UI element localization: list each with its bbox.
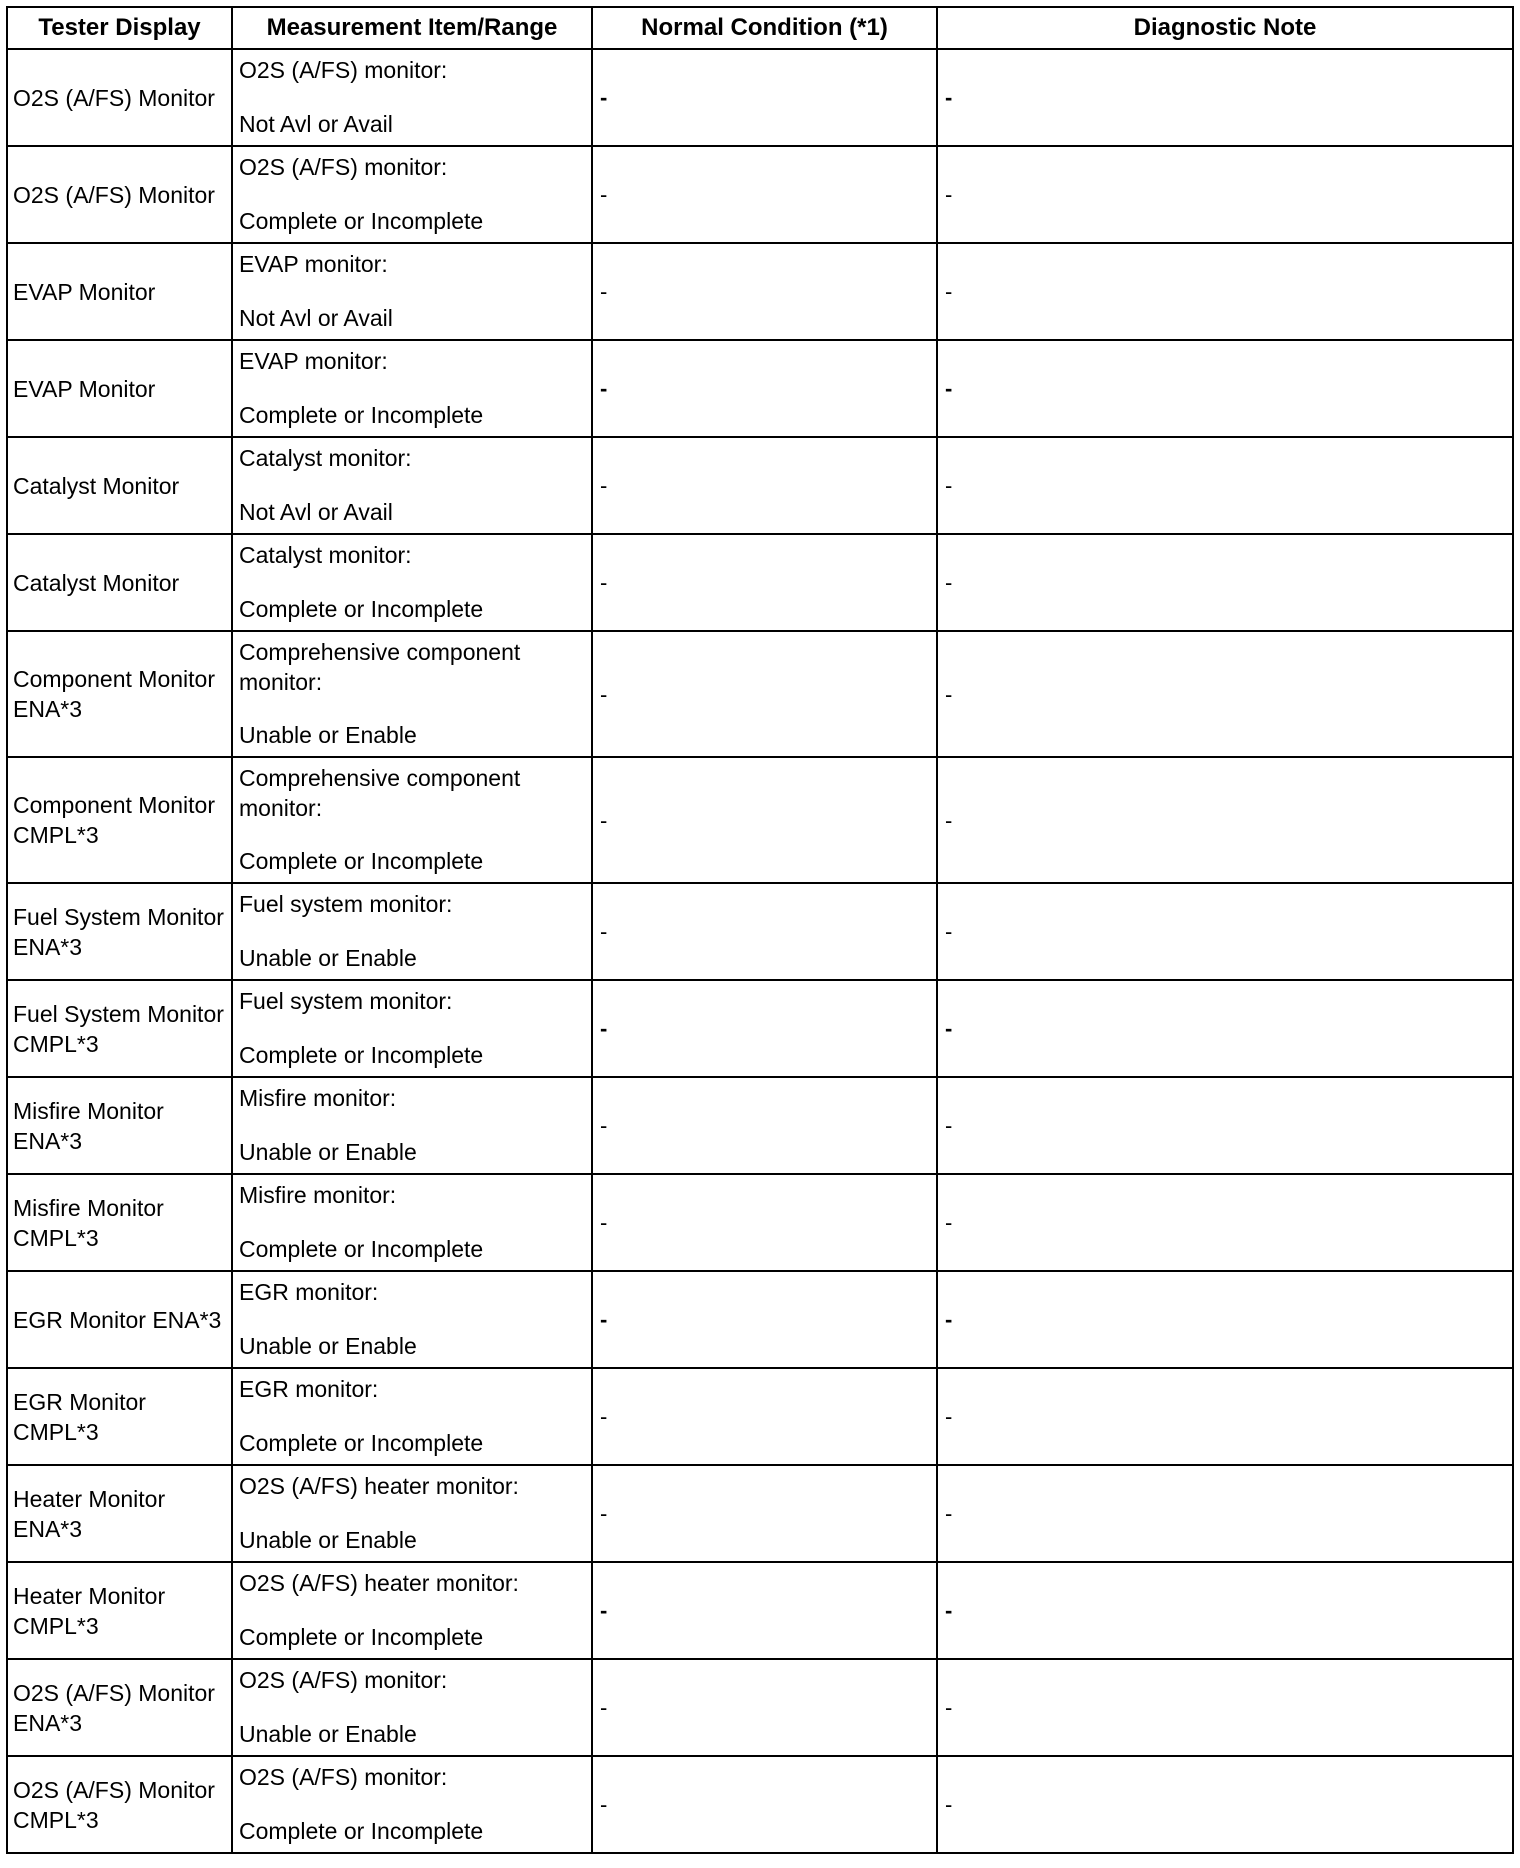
table-row [7,146,1513,243]
measurement-item: Catalyst monitor: [239,445,412,471]
table-row [7,1465,1513,1562]
table-row [7,49,1513,146]
measurement-range: Complete or Incomplete [239,1236,484,1262]
table-row [7,243,1513,340]
normal-condition-value: - [600,919,608,944]
normal-condition-cell [592,757,937,883]
column-header-diagnostic-note: Diagnostic Note [937,7,1513,49]
table-row [7,883,1513,980]
normal-condition-cell [592,340,937,437]
table-body [7,49,1513,1853]
diagnostic-note-value: - [945,1404,953,1429]
data-list-sheet [6,6,1512,1854]
measurement-cell [232,437,592,534]
diagnostic-note-cell [937,243,1513,340]
tester-display-cell: O2S (A/FS) Monitor ENA*3 [7,1659,232,1756]
measurement-range: Unable or Enable [239,1721,417,1747]
measurement-item: O2S (A/FS) monitor: [239,154,448,180]
diagnostic-note-cell [937,757,1513,883]
normal-condition-value: - [600,1598,608,1623]
measurement-range: Complete or Incomplete [239,208,484,234]
measurement-range: Not Avl or Avail [239,111,393,137]
normal-condition-cell [592,1659,937,1756]
header-row [7,7,1513,49]
measurement-range: Unable or Enable [239,722,417,748]
diagnostic-note-value: - [945,473,953,498]
diagnostic-note-value: - [945,681,953,707]
normal-condition-value: - [600,182,608,207]
normal-condition-cell [592,1271,937,1368]
tester-display-cell: Component Monitor ENA*3 [7,631,232,757]
diagnostic-note-value: - [945,1792,953,1817]
normal-condition-value: - [600,1501,608,1526]
measurement-range: Not Avl or Avail [239,305,393,331]
table-row [7,631,1513,757]
tester-display-cell: EGR Monitor CMPL*3 [7,1368,232,1465]
tester-display-cell: EVAP Monitor [7,243,232,340]
measurement-item: O2S (A/FS) heater monitor: [239,1570,519,1596]
measurement-range: Unable or Enable [239,1333,417,1359]
diagnostic-note-value: - [945,1501,953,1526]
normal-condition-cell [592,980,937,1077]
diagnostic-note-cell [937,1562,1513,1659]
normal-condition-cell [592,1562,937,1659]
measurement-item: EGR monitor: [239,1279,379,1305]
table-row [7,437,1513,534]
normal-condition-value: - [600,279,608,304]
normal-condition-cell [592,883,937,980]
measurement-item: Misfire monitor: [239,1182,397,1208]
normal-condition-value: - [600,1404,608,1429]
diagnostic-note-cell [937,49,1513,146]
tester-display-cell: Fuel System Monitor ENA*3 [7,883,232,980]
measurement-range: Complete or Incomplete [239,848,484,874]
diagnostic-note-cell [937,1756,1513,1853]
tester-display-cell: Misfire Monitor ENA*3 [7,1077,232,1174]
tester-display-cell: EGR Monitor ENA*3 [7,1271,232,1368]
measurement-item: O2S (A/FS) monitor: [239,1764,448,1790]
tester-display-cell: O2S (A/FS) Monitor [7,146,232,243]
table-row [7,1368,1513,1465]
measurement-item: Catalyst monitor: [239,542,412,568]
table-row [7,1174,1513,1271]
diagnostic-note-value: - [945,182,953,207]
measurement-range: Unable or Enable [239,1527,417,1553]
table-row [7,757,1513,883]
diagnostic-note-value: - [945,807,953,833]
tester-display-cell: Fuel System Monitor CMPL*3 [7,980,232,1077]
diagnostic-note-cell [937,980,1513,1077]
diagnostic-note-cell [937,146,1513,243]
diagnostic-note-value: - [945,85,953,110]
measurement-cell [232,1271,592,1368]
measurement-range: Complete or Incomplete [239,1430,484,1456]
diagnostic-note-value: - [945,1695,953,1720]
measurement-item: O2S (A/FS) monitor: [239,57,448,83]
normal-condition-cell [592,146,937,243]
measurement-cell [232,980,592,1077]
normal-condition-cell [592,631,937,757]
tester-display-cell: EVAP Monitor [7,340,232,437]
measurement-range: Complete or Incomplete [239,1624,484,1650]
normal-condition-value: - [600,473,608,498]
tester-display-cell: O2S (A/FS) Monitor CMPL*3 [7,1756,232,1853]
measurement-item: O2S (A/FS) heater monitor: [239,1473,519,1499]
measurement-item: EVAP monitor: [239,251,388,277]
normal-condition-value: - [600,570,608,595]
table-row [7,534,1513,631]
measurement-item: Fuel system monitor: [239,988,453,1014]
measurement-cell [232,340,592,437]
measurement-cell [232,883,592,980]
tester-display-cell: O2S (A/FS) Monitor [7,49,232,146]
table-row [7,1562,1513,1659]
tester-display-cell: Heater Monitor ENA*3 [7,1465,232,1562]
measurement-item: EVAP monitor: [239,348,388,374]
measurement-range: Unable or Enable [239,945,417,971]
normal-condition-cell [592,1077,937,1174]
tester-display-cell: Catalyst Monitor [7,534,232,631]
measurement-cell [232,243,592,340]
diagnostic-note-value: - [945,1210,953,1235]
normal-condition-value: - [600,1113,608,1138]
measurement-item: Fuel system monitor: [239,891,453,917]
diagnostic-note-value: - [945,1016,953,1041]
diagnostic-note-value: - [945,1113,953,1138]
diagnostic-note-value: - [945,1307,953,1332]
diagnostic-note-cell [937,1659,1513,1756]
table-row [7,340,1513,437]
measurement-item: O2S (A/FS) monitor: [239,1667,448,1693]
normal-condition-value: - [600,681,608,707]
measurement-range: Complete or Incomplete [239,1042,484,1068]
data-list-table [6,6,1514,1854]
normal-condition-cell [592,1174,937,1271]
normal-condition-value: - [600,85,608,110]
measurement-cell [232,631,592,757]
measurement-cell [232,1562,592,1659]
diagnostic-note-cell [937,1271,1513,1368]
measurement-cell [232,1077,592,1174]
measurement-cell [232,1368,592,1465]
measurement-item: EGR monitor: [239,1376,379,1402]
diagnostic-note-value: - [945,376,953,401]
tester-display-cell: Misfire Monitor CMPL*3 [7,1174,232,1271]
normal-condition-cell [592,534,937,631]
measurement-cell [232,1174,592,1271]
normal-condition-cell [592,49,937,146]
measurement-range: Unable or Enable [239,1139,417,1165]
normal-condition-cell [592,1756,937,1853]
tester-display-cell: Component Monitor CMPL*3 [7,757,232,883]
normal-condition-cell [592,1465,937,1562]
tester-display-cell: Heater Monitor CMPL*3 [7,1562,232,1659]
normal-condition-value: - [600,1792,608,1817]
normal-condition-value: - [600,1695,608,1720]
diagnostic-note-cell [937,883,1513,980]
diagnostic-note-value: - [945,1598,953,1623]
diagnostic-note-cell [937,340,1513,437]
measurement-range: Complete or Incomplete [239,402,484,428]
normal-condition-value: - [600,807,608,833]
normal-condition-value: - [600,376,608,401]
measurement-cell [232,49,592,146]
measurement-item: Comprehensive component monitor: [239,639,521,695]
diagnostic-note-cell [937,631,1513,757]
table-row [7,980,1513,1077]
measurement-cell [232,1465,592,1562]
normal-condition-value: - [600,1210,608,1235]
table-row [7,1756,1513,1853]
diagnostic-note-cell [937,1174,1513,1271]
diagnostic-note-value: - [945,279,953,304]
normal-condition-cell [592,437,937,534]
column-header-tester-display: Tester Display [7,7,232,49]
measurement-range: Not Avl or Avail [239,499,393,525]
table-row [7,1659,1513,1756]
normal-condition-cell [592,1368,937,1465]
measurement-cell [232,1756,592,1853]
diagnostic-note-cell [937,1077,1513,1174]
column-header-measurement-item: Measurement Item/Range [232,7,592,49]
measurement-cell [232,146,592,243]
measurement-cell [232,757,592,883]
diagnostic-note-value: - [945,919,953,944]
normal-condition-cell [592,243,937,340]
measurement-item: Comprehensive component monitor: [239,765,521,821]
measurement-range: Complete or Incomplete [239,596,484,622]
diagnostic-note-cell [937,534,1513,631]
measurement-range: Complete or Incomplete [239,1818,484,1844]
diagnostic-note-cell [937,1368,1513,1465]
table-row [7,1077,1513,1174]
tester-display-cell: Catalyst Monitor [7,437,232,534]
diagnostic-note-cell [937,1465,1513,1562]
measurement-item: Misfire monitor: [239,1085,397,1111]
normal-condition-value: - [600,1307,608,1332]
diagnostic-note-value: - [945,570,953,595]
diagnostic-note-cell [937,437,1513,534]
measurement-cell [232,1659,592,1756]
table-row [7,1271,1513,1368]
measurement-cell [232,534,592,631]
normal-condition-value: - [600,1016,608,1041]
column-header-normal-condition: Normal Condition (*1) [592,7,937,49]
